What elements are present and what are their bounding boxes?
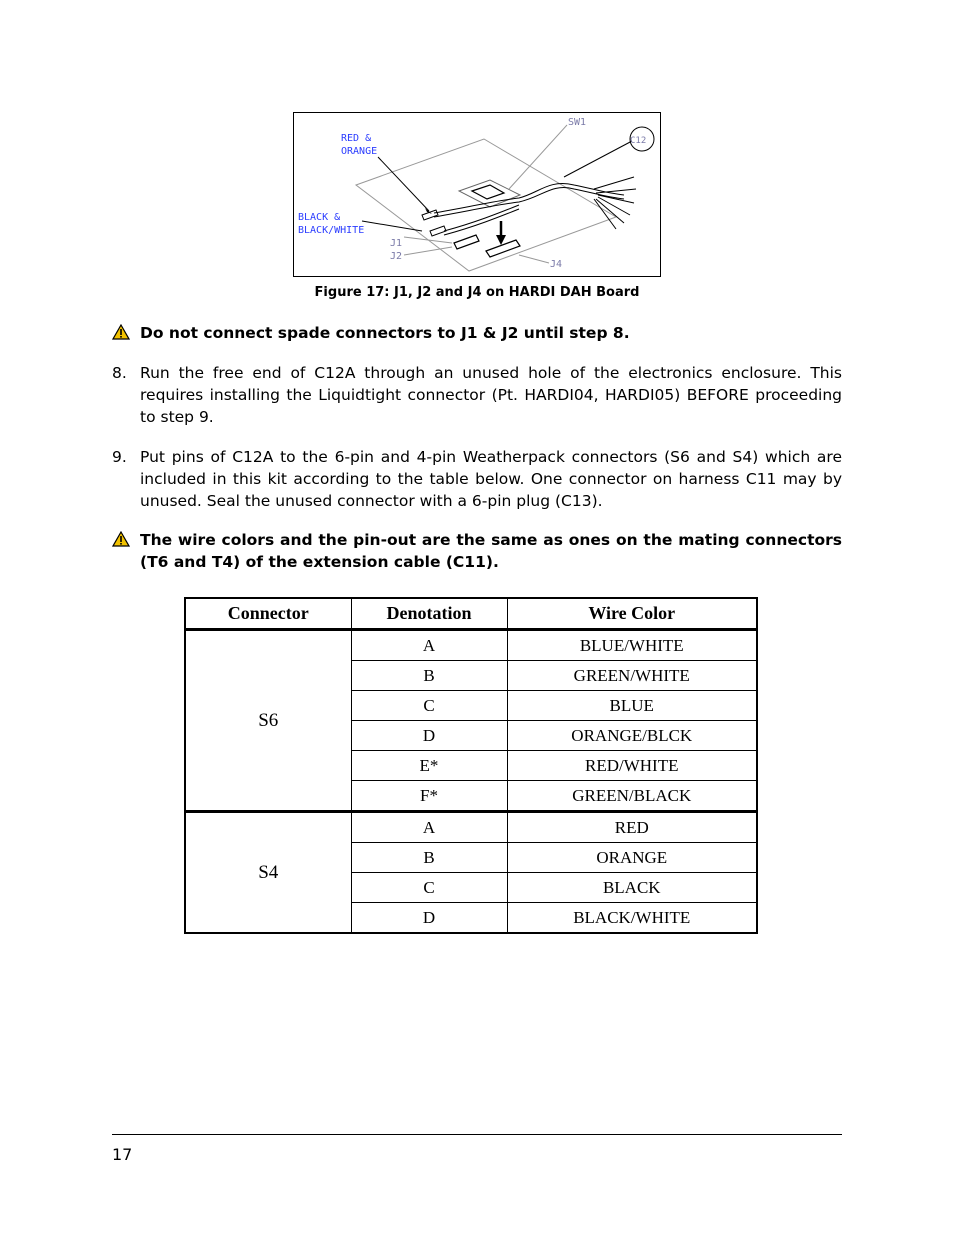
- denotation-cell: E*: [351, 751, 507, 781]
- warning-note-2: [112, 529, 842, 573]
- wire-color-cell: BLACK/WHITE: [507, 903, 757, 934]
- denotation-cell: F*: [351, 781, 507, 812]
- table-row: [185, 812, 757, 843]
- pinout-table: [184, 597, 758, 934]
- warning-text-2: The wire colors and the pin-out are the same as ones on the mating connectors (T6 and T4) of the extension cable (C11).: [140, 531, 842, 571]
- header-connector: Connector: [185, 598, 351, 630]
- label-j4: J4: [550, 259, 563, 270]
- step-9: [112, 446, 842, 512]
- connector-cell-s4: S4: [185, 812, 351, 934]
- header-denotation: Denotation: [351, 598, 507, 630]
- denotation-cell: A: [351, 812, 507, 843]
- step-number: 8.: [112, 364, 127, 382]
- denotation-cell: A: [351, 630, 507, 661]
- step-text: Run the free end of C12A through an unused hole of the electronics enclosure. This requires installing the Liquidtight connector (Pt. HARDI04, HARDI05) BEFORE proceeding to step 9.: [140, 364, 842, 426]
- footer-rule: [112, 1134, 842, 1135]
- step-8: [112, 362, 842, 428]
- wire-color-cell: RED: [507, 812, 757, 843]
- denotation-cell: D: [351, 721, 507, 751]
- denotation-cell: C: [351, 873, 507, 903]
- denotation-cell: B: [351, 661, 507, 691]
- table-header-row: [185, 598, 757, 630]
- wire-color-cell: ORANGE/BLCK: [507, 721, 757, 751]
- label-red-orange-1: RED &: [341, 133, 372, 144]
- wire-color-cell: ORANGE: [507, 843, 757, 873]
- label-j2: J2: [390, 251, 403, 262]
- warning-icon: [112, 531, 130, 553]
- label-c12: C12: [630, 136, 647, 146]
- label-black-white-1: BLACK &: [298, 212, 341, 223]
- header-wire-color: Wire Color: [507, 598, 757, 630]
- figure-caption: Figure 17: J1, J2 and J4 on HARDI DAH Board: [314, 285, 640, 300]
- wire-color-cell: BLACK: [507, 873, 757, 903]
- wire-color-cell: BLUE/WHITE: [507, 630, 757, 661]
- wire-color-cell: BLUE: [507, 691, 757, 721]
- j1-connector: [454, 235, 479, 249]
- label-j1: J1: [390, 238, 403, 249]
- denotation-cell: B: [351, 843, 507, 873]
- figure-hardi-dah-board: [293, 112, 661, 277]
- connector-cell-s6: S6: [185, 630, 351, 812]
- label-sw1: SW1: [568, 117, 587, 128]
- page-number: 17: [112, 1145, 133, 1164]
- warning-text-1: Do not connect spade connectors to J1 & J2 until step 8.: [140, 324, 630, 342]
- warning-icon: [112, 324, 130, 346]
- label-red-orange-2: ORANGE: [341, 146, 378, 157]
- wire-color-cell: RED/WHITE: [507, 751, 757, 781]
- warning-note-1: [112, 322, 842, 344]
- board-diagram: [294, 113, 660, 276]
- step-text: Put pins of C12A to the 6-pin and 4-pin Weatherpack connectors (S6 and S4) which are included in this kit according to the table below. One connector on harness C11 may by unused. Seal the unused connector with a 6-pin plug (C13).: [140, 448, 842, 510]
- wire-color-cell: GREEN/BLACK: [507, 781, 757, 812]
- step-number: 9.: [112, 448, 127, 466]
- table-row: [185, 630, 757, 661]
- denotation-cell: D: [351, 903, 507, 934]
- label-black-white-2: BLACK/WHITE: [298, 225, 365, 236]
- wire-color-cell: GREEN/WHITE: [507, 661, 757, 691]
- denotation-cell: C: [351, 691, 507, 721]
